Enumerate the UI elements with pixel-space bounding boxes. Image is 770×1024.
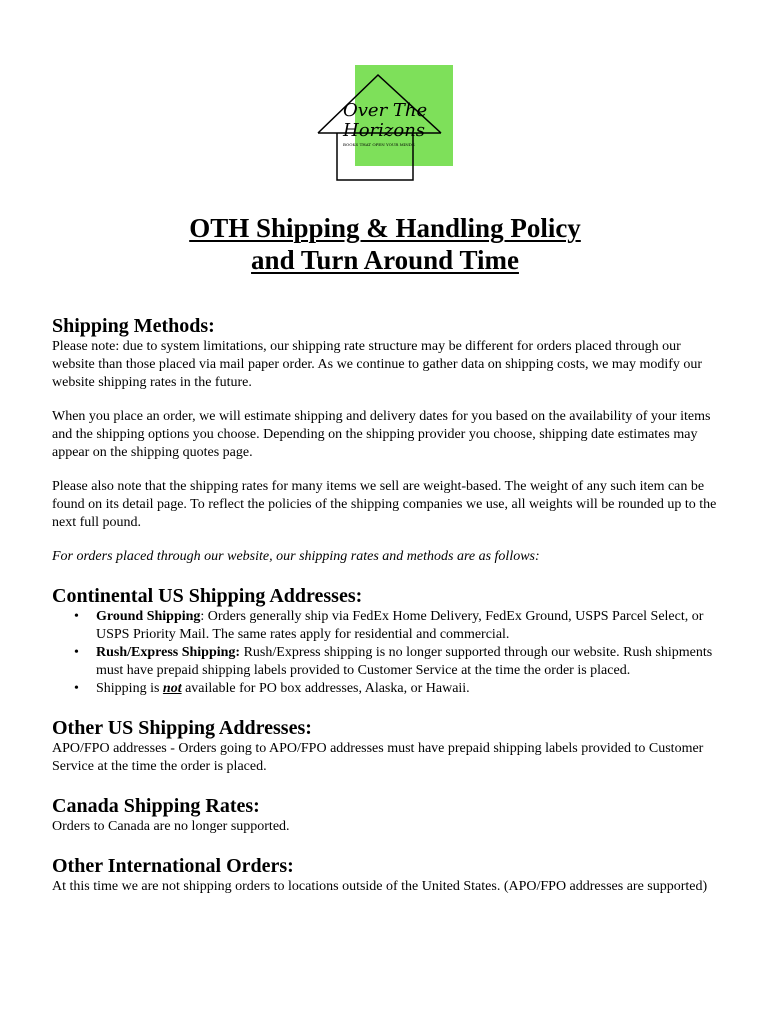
- po-box-emphasis: not: [162, 681, 182, 696]
- international-text: At this time we are not shipping orders to locations outside of the United States. (APO/FPO addresses are supported): [52, 879, 708, 894]
- shipping-methods-paragraph-2: When you place an order, we will estimate shipping and delivery dates for you based on the availability of your items and the shipping options you choose. Depending on the shipping provider you choose, shipping date estimates may appear on the shipping quotes page.: [52, 409, 711, 460]
- continental-list: [52, 608, 722, 698]
- shipping-methods-paragraph-4: For orders placed through our website, our shipping rates and methods are as follows:: [52, 549, 540, 564]
- shipping-methods-paragraph-3: Please also note that the shipping rates for many items we sell are weight-based. The weight of any such item can be found on its detail page. To reflect the policies of the shipping companies we use, all weights will be rounded up to the next full pound.: [52, 479, 717, 530]
- bullet-icon: •: [74, 645, 79, 660]
- bullet-icon: •: [74, 681, 79, 696]
- over-the-horizons-logo: [315, 64, 455, 182]
- international-heading: Other International Orders:: [52, 855, 294, 877]
- list-item: [74, 680, 722, 698]
- other-us-heading: Other US Shipping Addresses:: [52, 717, 312, 739]
- ground-shipping-label: Ground Shipping: [96, 609, 201, 624]
- canada-heading: Canada Shipping Rates:: [52, 795, 260, 817]
- page-title-line2: and Turn Around Time: [251, 245, 519, 275]
- logo-line2: Horizons: [343, 120, 426, 141]
- continental-heading: Continental US Shipping Addresses:: [52, 585, 363, 607]
- page-title-line1: OTH Shipping & Handling Policy: [189, 213, 581, 243]
- logo-tagline: BOOKS THAT OPEN YOUR MINDS: [343, 142, 415, 147]
- list-item: [74, 608, 722, 644]
- rush-shipping-text: Rush/Express shipping is no longer supported through our website. Rush shipments must have prepaid shipping labels provided to Customer Service at the time the order is placed.: [96, 645, 713, 678]
- rush-shipping-label: Rush/Express Shipping:: [96, 645, 241, 660]
- po-box-text-post: available for PO box addresses, Alaska, or Hawaii.: [181, 681, 470, 696]
- canada-text: Orders to Canada are no longer supported.: [52, 819, 290, 834]
- page-title: [0, 212, 770, 276]
- shipping-methods-heading: Shipping Methods:: [52, 315, 215, 337]
- shipping-methods-paragraph-1: Please note: due to system limitations, our shipping rate structure may be different for orders placed through our website than those placed via mail paper order. As we continue to gather data on shipping costs, we may modify our website shipping rates in the future.: [52, 339, 703, 390]
- ground-shipping-text: : Orders generally ship via FedEx Home Delivery, FedEx Ground, USPS Parcel Select, or USPS Priority Mail. The same rates apply for residential and commercial.: [96, 609, 704, 642]
- other-us-text: APO/FPO addresses - Orders going to APO/FPO addresses must have prepaid shipping labels provided to Customer Service at the time the order is placed.: [52, 741, 704, 774]
- logo-line1: Over The: [343, 100, 428, 121]
- house-logo-icon: [315, 64, 455, 182]
- bullet-icon: •: [74, 609, 79, 624]
- list-item: [74, 644, 722, 680]
- policy-content: [52, 314, 722, 896]
- po-box-text-pre: Shipping is: [96, 681, 163, 696]
